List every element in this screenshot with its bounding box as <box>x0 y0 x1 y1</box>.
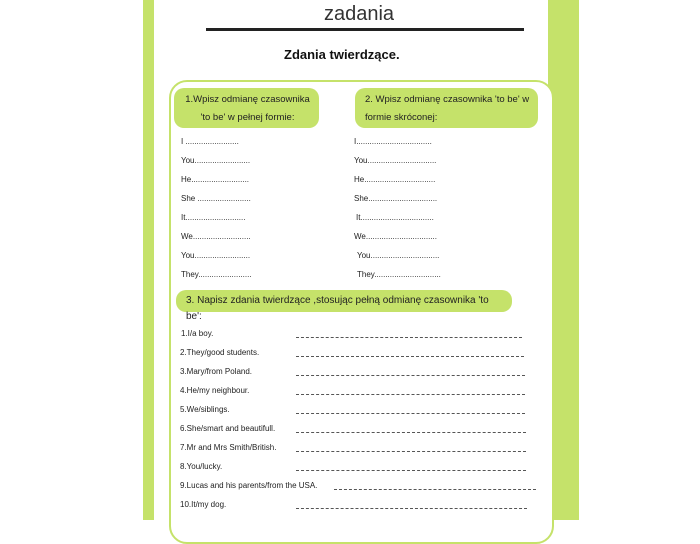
ex2-item: You............................... <box>354 156 437 165</box>
ex2-item: It................................. <box>356 213 434 222</box>
left-accent-bar <box>143 0 154 520</box>
exercise3-instruction: 3. Napisz zdania twierdzące ,stosując pełną odmianę czasownika 'to be': <box>176 290 512 312</box>
ex3-sentence: 6.She/smart and beautifull. <box>180 424 276 433</box>
ex3-sentence: 4.He/my neighbour. <box>180 386 250 395</box>
ex1-item: They........................ <box>181 270 252 279</box>
ex1-item: It........................... <box>181 213 246 222</box>
ex2-item: She............................... <box>354 194 438 203</box>
ex3-sentence: 1.I/a boy. <box>181 329 214 338</box>
ex2-item: He................................ <box>354 175 436 184</box>
ex3-sentence: 7.Mr and Mrs Smith/British. <box>180 443 277 452</box>
answer-line[interactable] <box>296 394 525 395</box>
ex1-item: You......................... <box>181 251 251 260</box>
answer-line[interactable] <box>296 356 524 357</box>
answer-line[interactable] <box>334 489 536 490</box>
answer-line[interactable] <box>296 432 526 433</box>
answer-line[interactable] <box>296 413 525 414</box>
ex1-item: She ........................ <box>181 194 251 203</box>
ex3-sentence: 3.Mary/from Poland. <box>180 367 253 376</box>
exercise1-instruction-line2: 'to be' w pełnej formie: <box>200 112 295 123</box>
ex3-sentence: 9.Lucas and his parents/from the USA. <box>180 481 318 490</box>
answer-line[interactable] <box>296 451 526 452</box>
exercise2-instruction-line1: 2. Wpisz odmianę czasownika 'to be' w <box>365 94 530 105</box>
ex2-item: We................................ <box>354 232 437 241</box>
ex2-item: I.................................. <box>354 137 432 146</box>
exercise2-instruction-line2: formie skróconej: <box>365 112 438 123</box>
answer-line[interactable] <box>296 470 526 471</box>
ex2-item: You............................... <box>357 251 440 260</box>
exercise1-instruction-line1: 1.Wpisz odmianę czasownika <box>185 94 310 105</box>
page-title: zadania <box>324 3 395 25</box>
ex1-item: You......................... <box>181 156 251 165</box>
ex3-sentence: 10.It/my dog. <box>180 500 227 509</box>
ex2-item: They.............................. <box>357 270 441 279</box>
answer-line[interactable] <box>296 508 527 509</box>
title-underline <box>206 28 524 31</box>
ex1-item: We.......................... <box>181 232 251 241</box>
exercise2-instruction <box>355 88 538 128</box>
ex1-item: I ........................ <box>181 137 239 146</box>
ex3-sentence: 2.They/good students. <box>180 348 260 357</box>
answer-line[interactable] <box>296 375 525 376</box>
ex3-sentence: 5.We/siblings. <box>180 405 230 414</box>
ex1-item: He.......................... <box>181 175 250 184</box>
page-subtitle: Zdania twierdzące. <box>284 47 400 62</box>
answer-line[interactable] <box>296 337 522 338</box>
exercise1-instruction <box>174 88 319 128</box>
ex3-sentence: 8.You/lucky. <box>180 462 223 471</box>
exercise-frame <box>169 80 554 544</box>
